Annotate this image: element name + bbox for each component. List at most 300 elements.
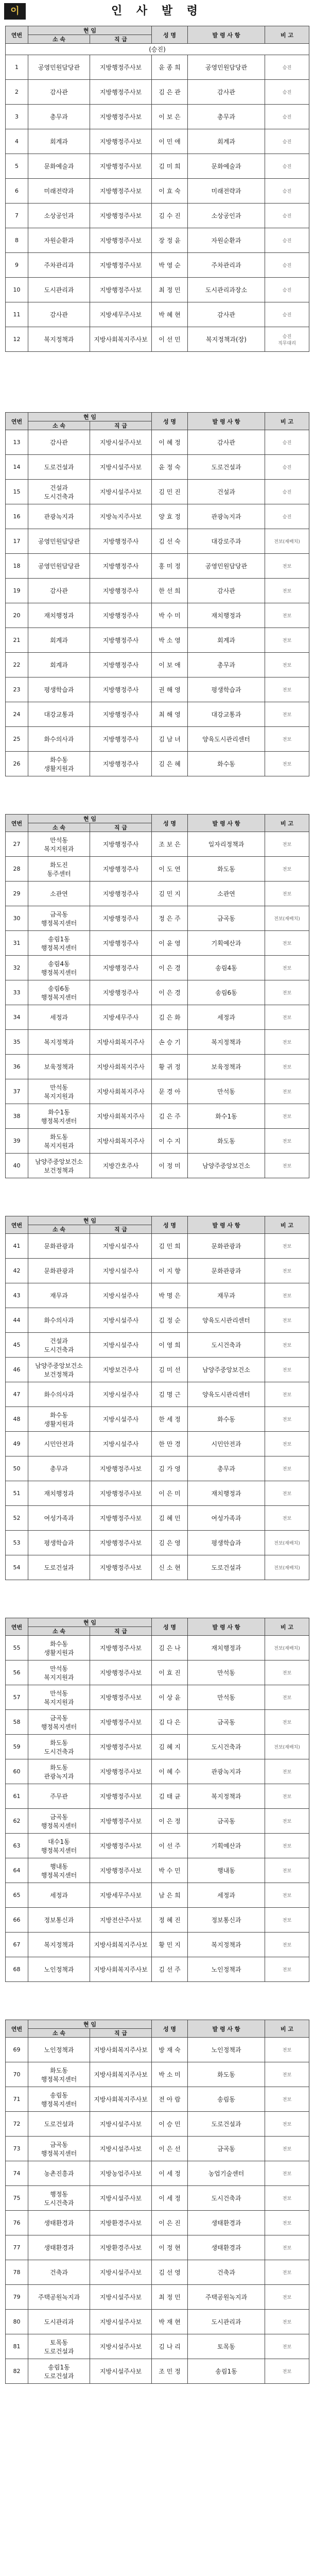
cell-rank: 지방행정주사보 [90,278,152,302]
cell-dept: 감사관 [28,579,90,603]
cell-rank: 지방행정주사보 [90,129,152,154]
table-row [6,1809,309,1834]
cell-rank: 지방행정주사보 [90,1531,152,1555]
cell-no: 17 [6,529,28,554]
cell-name: 장 정 윤 [152,228,188,253]
table-row [6,677,309,702]
cell-rank: 지방시설주사 [90,1432,152,1456]
cell-rank: 지방시설주사 [90,1259,152,1283]
cell-dept: 회계과 [28,129,90,154]
cell-remarks: 전보 [265,1809,309,1834]
cell-rank: 지방시설주사보 [90,430,152,455]
cell-new-post: 재치행정과 [188,603,265,628]
cell-no: 67 [6,1933,28,1957]
cell-remarks: 전보 [265,1759,309,1784]
cell-name: 김 남 녀 [152,727,188,752]
cell-new-post: 재치행정과 [188,1481,265,1506]
table-row [6,1005,309,1030]
cell-name: 김 은 영 [152,1531,188,1555]
cell-dept: 건설과 도시건축과 [28,1333,90,1358]
cell-dept: 남양주중앙보건소 보건정책과 [28,1154,90,1178]
cell-rank: 지방행정주사 [90,529,152,554]
cell-rank: 지방행정주사보 [90,1834,152,1858]
cell-dept: 미래전략과 [28,179,90,204]
cell-rank: 지방행정주사보 [90,179,152,204]
cell-new-post: 도시관리과장소 [188,278,265,302]
cell-new-post: 남양주중앙보건소 [188,1154,265,1178]
cell-new-post: 도시건축과 [188,1333,265,1358]
cell-dept: 회계과 [28,653,90,677]
table-row [6,1154,309,1178]
cell-new-post: 복지정책과(장) [188,327,265,352]
cell-dept: 복지정책과 [28,327,90,352]
cell-no: 39 [6,1129,28,1154]
cell-new-post: 생태환경과 [188,2235,265,2260]
cell-no: 66 [6,1908,28,1933]
col-header-dept: 소 속 [28,1627,90,1636]
col-header-name: 성 명 [152,815,188,832]
cell-rank: 지방간호주사 [90,1154,152,1178]
cell-new-post: 도로건설과 [188,455,265,480]
table-row [6,302,309,327]
cell-new-post: 회계과 [188,628,265,653]
cell-dept: 도시관리과 [28,2310,90,2334]
cell-dept: 주차관리과 [28,253,90,278]
col-header-no: 연번 [6,1216,28,1234]
table-row [6,1104,309,1129]
cell-new-post: 복지정책과 [188,1784,265,1809]
col-header-no: 연번 [6,815,28,832]
cell-new-post: 대강로주과 [188,529,265,554]
table-row [6,253,309,278]
cell-dept: 관광녹지과 [28,504,90,529]
cell-name: 김 미 희 [152,154,188,179]
cell-no: 55 [6,1636,28,1660]
cell-dept: 화도동 행정복지센터 [28,2062,90,2087]
cell-new-post: 양육도시관리센터 [188,727,265,752]
cell-no: 59 [6,1735,28,1759]
cell-new-post: 평생학습과 [188,677,265,702]
table-row [6,1456,309,1481]
cell-name: 최 정 민 [152,2285,188,2310]
table-row [6,2235,309,2260]
table-row [6,1055,309,1079]
cell-name: 최 정 민 [152,278,188,302]
cell-rank: 지방행정주사 [90,752,152,776]
cell-remarks: 전보 [265,1154,309,1178]
cell-name: 이 은 경 [152,980,188,1005]
col-header-rank: 직 급 [90,35,152,44]
cell-no: 74 [6,2161,28,2186]
cell-name: 박 수 미 [152,603,188,628]
cell-name: 김 선 주 [152,1957,188,1982]
cell-name: 김 은 관 [152,80,188,105]
cell-name: 이 은 진 [152,2211,188,2235]
cell-no: 24 [6,702,28,727]
table-row [6,1784,309,1809]
cell-no: 40 [6,1154,28,1178]
cell-no: 44 [6,1308,28,1333]
cell-remarks: 전보 [265,653,309,677]
cell-rank: 지방행정주사 [90,980,152,1005]
cell-no: 15 [6,480,28,504]
table-row [6,2062,309,2087]
col-header-name: 성 명 [152,2020,188,2038]
cell-rank: 지방행정주사 [90,882,152,906]
cell-rank: 지방환경주사보 [90,2235,152,2260]
cell-rank: 지방시설주사 [90,1333,152,1358]
cell-new-post: 도시건축과 [188,1735,265,1759]
table-row [6,2334,309,2359]
cell-dept: 화도진 동주센터 [28,857,90,882]
cell-new-post: 송림6동 [188,980,265,1005]
cell-rank: 지방시설주사보 [90,2310,152,2334]
cell-name: 이 정 미 [152,1154,188,1178]
cell-dept: 화수의사과 [28,1382,90,1407]
cell-rank: 지방시설주사보 [90,2186,152,2211]
cell-remarks: 전보 [265,1234,309,1259]
cell-new-post: 총무과 [188,1456,265,1481]
cell-name: 이 보 애 [152,653,188,677]
cell-rank: 지방행정주사 [90,628,152,653]
cell-name: 이 혜 수 [152,1759,188,1784]
cell-name: 이 승 민 [152,2112,188,2137]
appointment-table [5,1216,309,1580]
cell-dept: 여성가족과 [28,1506,90,1531]
table-row [6,327,309,352]
cell-name: 박 소 미 [152,2062,188,2087]
cell-no: 50 [6,1456,28,1481]
cell-rank: 지방행정주사보 [90,1456,152,1481]
cell-no: 5 [6,154,28,179]
table-row [6,2137,309,2161]
cell-new-post: 노인정책과 [188,1957,265,1982]
cell-name: 조 보 은 [152,832,188,857]
cell-remarks: 전보(재배치) [265,1735,309,1759]
col-header-new-post: 발 령 사 항 [188,1216,265,1234]
table-row [6,2211,309,2235]
cell-remarks: 전보 [265,980,309,1005]
page-title: 인 사 발 령 [111,5,203,18]
cell-no: 25 [6,727,28,752]
cell-no: 35 [6,1030,28,1055]
cell-no: 81 [6,2334,28,2359]
col-header-remarks: 비 고 [265,1618,309,1636]
cell-rank: 지방행정주사 [90,653,152,677]
cell-new-post: 토목동 [188,2334,265,2359]
table-row [6,1030,309,1055]
cell-new-post: 주차관리과 [188,253,265,278]
cell-rank: 지방행정주사보 [90,1759,152,1784]
col-header-new-post: 발 령 사 항 [188,413,265,430]
cell-name: 홍 미 정 [152,554,188,579]
cell-remarks: 전보 [265,702,309,727]
appointment-table [5,814,309,1178]
cell-remarks: 전보 [265,2161,309,2186]
cell-dept: 금곡동 행정복지센터 [28,2137,90,2161]
cell-rank: 지방행정주사보 [90,80,152,105]
cell-rank: 지방보건주사 [90,1358,152,1382]
col-header-current: 현 임 [28,1216,152,1225]
cell-dept: 송림1동 도로건설과 [28,2359,90,2384]
cell-no: 80 [6,2310,28,2334]
cell-remarks: 전보 [265,603,309,628]
cell-dept: 생태환경과 [28,2211,90,2235]
cell-new-post: 평생학습과 [188,1531,265,1555]
table-row [6,1933,309,1957]
table-row [6,2260,309,2285]
table-row [6,752,309,776]
cell-rank: 지방세무주사 [90,1005,152,1030]
cell-no: 76 [6,2211,28,2235]
cell-name: 김 은 화 [152,1005,188,1030]
table-row [6,1481,309,1506]
table-row [6,1129,309,1154]
cell-rank: 지방행정주사보 [90,1555,152,1580]
cell-rank: 지방사회복지주사 [90,1129,152,1154]
cell-dept: 금곡동 행정복지센터 [28,1710,90,1735]
cell-new-post: 감사관 [188,302,265,327]
col-header-dept: 소 속 [28,2029,90,2038]
col-header-dept: 소 속 [28,35,90,44]
cell-remarks: 전보 [265,579,309,603]
cell-rank: 지방시설주사보 [90,2285,152,2310]
cell-name: 황 귀 정 [152,1055,188,1079]
table-row [6,2285,309,2310]
table-row [6,906,309,931]
cell-rank: 지방시설주사보 [90,480,152,504]
cell-rank: 지방세무주사보 [90,1883,152,1908]
cell-no: 63 [6,1834,28,1858]
cell-name: 이 영 희 [152,1333,188,1358]
cell-dept: 총무과 [28,1456,90,1481]
table-row [6,882,309,906]
cell-dept: 공영민원담당관 [28,55,90,80]
cell-dept: 정보통신과 [28,1908,90,1933]
cell-no: 75 [6,2186,28,2211]
cell-name: 정 혜 진 [152,1908,188,1933]
cell-name: 이 상 윤 [152,1685,188,1710]
cell-rank: 지방환경주사보 [90,2211,152,2235]
cell-new-post: 공영민원담당관 [188,554,265,579]
logo-icon: 이 [4,3,26,20]
table-row [6,1234,309,1259]
cell-remarks: 승진 [265,129,309,154]
cell-new-post: 소상공인과 [188,204,265,228]
cell-new-post: 양육도시관리센터 [188,1382,265,1407]
table-row [6,603,309,628]
table-row [6,1858,309,1883]
cell-no: 43 [6,1283,28,1308]
cell-rank: 지방시설주사 [90,1283,152,1308]
cell-new-post: 화도동 [188,2062,265,2087]
cell-new-post: 도로건설과 [188,2112,265,2137]
cell-no: 18 [6,554,28,579]
cell-name: 이 세 정 [152,2186,188,2211]
cell-remarks: 전보 [265,857,309,882]
cell-dept: 세정과 [28,1883,90,1908]
cell-new-post: 송림동 [188,2087,265,2112]
cell-name: 이 민 애 [152,129,188,154]
cell-rank: 지방행정주사보 [90,204,152,228]
cell-new-post: 세정과 [188,1883,265,1908]
cell-dept: 화도동 도시건축과 [28,1735,90,1759]
cell-remarks: 전보 [265,554,309,579]
table-row [6,1079,309,1104]
cell-remarks: 승진 [265,504,309,529]
cell-dept: 소관연 [28,882,90,906]
cell-remarks: 승진 [265,154,309,179]
col-header-new-post: 발 령 사 항 [188,2020,265,2038]
cell-new-post: 생태환경과 [188,2211,265,2235]
cell-name: 문 경 아 [152,1079,188,1104]
cell-name: 전 아 람 [152,2087,188,2112]
cell-no: 70 [6,2062,28,2087]
cell-rank: 지방시설주사 [90,1382,152,1407]
cell-dept: 주택공원녹지과 [28,2285,90,2310]
cell-remarks: 전보 [265,727,309,752]
header-bar [0,0,314,23]
cell-new-post: 정보통신과 [188,1908,265,1933]
cell-name: 양 효 정 [152,504,188,529]
cell-new-post: 도시관리과 [188,2310,265,2334]
cell-no: 20 [6,603,28,628]
cell-no: 6 [6,179,28,204]
cell-no: 38 [6,1104,28,1129]
cell-no: 13 [6,430,28,455]
table-row [6,1382,309,1407]
cell-dept: 문화관광과 [28,1234,90,1259]
cell-no: 48 [6,1407,28,1432]
cell-new-post: 주택공원녹지과 [188,2285,265,2310]
cell-remarks: 전보 [265,1908,309,1933]
cell-no: 58 [6,1710,28,1735]
table-row [6,129,309,154]
cell-new-post: 건축과 [188,2260,265,2285]
cell-dept: 공영민원담당관 [28,554,90,579]
cell-name: 이 정 현 [152,2235,188,2260]
cell-remarks: 전보(재배치) [265,1636,309,1660]
col-header-remarks: 비 고 [265,1216,309,1234]
cell-remarks: 승진 [265,480,309,504]
cell-dept: 재무과 [28,1283,90,1308]
cell-dept: 행정동 도시건축과 [28,2186,90,2211]
cell-no: 2 [6,80,28,105]
cell-name: 이 선 주 [152,1834,188,1858]
cell-no: 4 [6,129,28,154]
table-row [6,554,309,579]
cell-name: 김 민 희 [152,1234,188,1259]
cell-remarks: 전보 [265,2260,309,2285]
cell-remarks: 전보 [265,1456,309,1481]
appointment-table [5,2020,309,2384]
table-row [6,1432,309,1456]
col-header-current: 현 임 [28,413,152,421]
table-row [6,1283,309,1308]
cell-no: 27 [6,832,28,857]
cell-dept: 화수의사과 [28,727,90,752]
cell-new-post: 대강교통과 [188,702,265,727]
cell-name: 이 지 향 [152,1259,188,1283]
cell-new-post: 만석동 [188,1660,265,1685]
cell-remarks: 전보 [265,1685,309,1710]
cell-remarks: 승진 [265,55,309,80]
cell-rank: 지방행정주사보 [90,1660,152,1685]
cell-dept: 세정과 [28,1005,90,1030]
cell-remarks: 승진 [265,228,309,253]
cell-rank: 지방행정주사보 [90,154,152,179]
cell-new-post: 재치행정과 [188,1636,265,1660]
table-row [6,228,309,253]
cell-name: 황 민 지 [152,1933,188,1957]
cell-new-post: 기획예산과 [188,1834,265,1858]
cell-new-post: 재무과 [188,1283,265,1308]
cell-rank: 지방행정주사 [90,554,152,579]
cell-rank: 지방사회복지주사보 [90,1933,152,1957]
table-row [6,980,309,1005]
cell-remarks: 승진 [265,430,309,455]
cell-no: 7 [6,204,28,228]
cell-name: 이 윤 영 [152,931,188,956]
cell-new-post: 행내동 [188,1858,265,1883]
cell-remarks: 전보 [265,2137,309,2161]
cell-name: 조 민 정 [152,2359,188,2384]
cell-new-post: 감사관 [188,579,265,603]
table-row [6,1358,309,1382]
cell-dept: 평생학습과 [28,677,90,702]
cell-rank: 지방사회복지주사보 [90,2062,152,2087]
cell-name: 이 선 민 [152,327,188,352]
col-header-rank: 직 급 [90,823,152,832]
cell-dept: 송림1동 행정복지센터 [28,931,90,956]
cell-name: 박 소 영 [152,628,188,653]
col-header-current: 현 임 [28,1618,152,1627]
cell-no: 77 [6,2235,28,2260]
cell-no: 28 [6,857,28,882]
cell-new-post: 금곡동 [188,1809,265,1834]
cell-rank: 지방사회복지주사보 [90,2087,152,2112]
cell-dept: 총무과 [28,105,90,129]
cell-remarks: 전보 [265,1481,309,1506]
col-header-name: 성 명 [152,1216,188,1234]
cell-new-post: 문화예술과 [188,154,265,179]
cell-name: 김 나 리 [152,2334,188,2359]
cell-no: 61 [6,1784,28,1809]
cell-remarks: 승진 [265,105,309,129]
cell-dept: 재치행정과 [28,1481,90,1506]
cell-no: 73 [6,2137,28,2161]
cell-name: 김 명 근 [152,1382,188,1407]
cell-remarks: 전보(재배치) [265,906,309,931]
cell-rank: 지방행정주사 [90,857,152,882]
cell-remarks: 전보 [265,2062,309,2087]
cell-no: 3 [6,105,28,129]
table-row [6,2359,309,2384]
cell-rank: 지방시설주사보 [90,2112,152,2137]
cell-new-post: 노인정책과 [188,2038,265,2062]
cell-name: 이 효 숙 [152,179,188,204]
cell-no: 47 [6,1382,28,1407]
cell-name: 이 은 미 [152,1481,188,1506]
cell-name: 박 영 순 [152,253,188,278]
cell-no: 62 [6,1809,28,1834]
table-row [6,1555,309,1580]
cell-new-post: 남양주중앙보건소 [188,1358,265,1382]
cell-new-post: 화도동 [188,1129,265,1154]
col-header-current: 현 임 [28,815,152,823]
cell-dept: 만석동 복지지원과 [28,1660,90,1685]
cell-remarks: 전보 [265,1957,309,1982]
